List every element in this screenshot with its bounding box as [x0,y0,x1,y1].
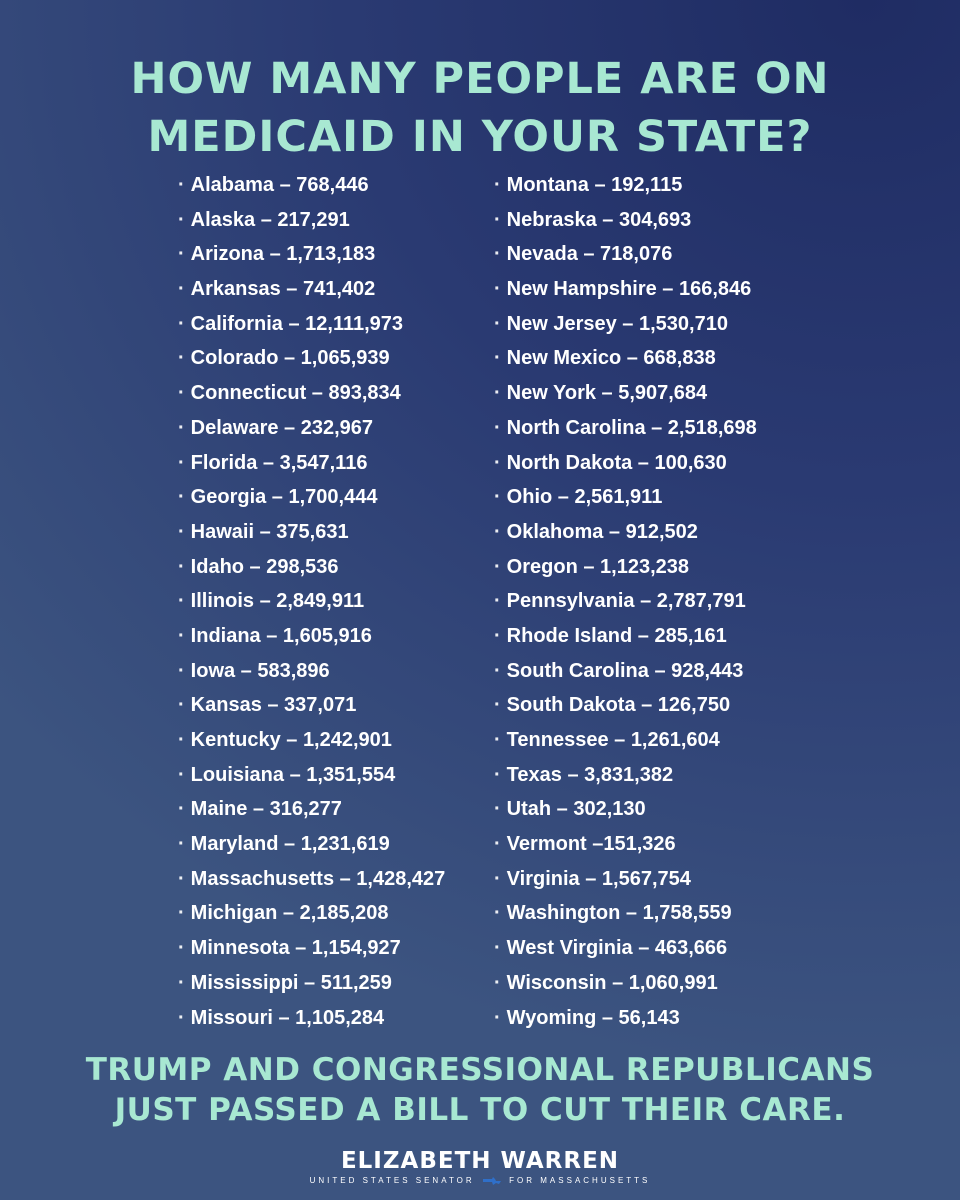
logo-subtitle-right: FOR MASSACHUSETTS [509,1176,651,1185]
state-list-item: · Virginia – 1,567,754 [494,862,794,897]
state-list-item: · Pennsylvania – 2,787,791 [494,584,794,619]
state-list-item: · Maryland – 1,231,619 [178,827,478,862]
headline-line-2: MEDICAID IN YOUR STATE? [147,112,813,162]
state-list-item: · Alabama – 768,446 [178,168,478,203]
state-list-left-column [178,168,478,1035]
headline-line-1: HOW MANY PEOPLE ARE ON [130,54,830,104]
signature-logo [0,1148,960,1186]
state-list-item: · Arkansas – 741,402 [178,272,478,307]
state-list-item: · Wisconsin – 1,060,991 [494,966,794,1001]
state-list-item: · Colorado – 1,065,939 [178,341,478,376]
state-list-item: · Minnesota – 1,154,927 [178,931,478,966]
state-list-item: · California – 12,111,973 [178,307,478,342]
state-list-item: · South Carolina – 928,443 [494,654,794,689]
state-list-item: · Oregon – 1,123,238 [494,550,794,585]
state-list-item: · Missouri – 1,105,284 [178,1001,478,1036]
state-list-item: · Nebraska – 304,693 [494,203,794,238]
call-to-action [0,1050,960,1130]
state-list-item: · Georgia – 1,700,444 [178,480,478,515]
state-list-item: · North Dakota – 100,630 [494,446,794,481]
state-list-item: · South Dakota – 126,750 [494,688,794,723]
state-list-item: · Rhode Island – 285,161 [494,619,794,654]
state-list-item: · Montana – 192,115 [494,168,794,203]
state-list-item: · New York – 5,907,684 [494,376,794,411]
logo-subtitle [0,1176,960,1186]
state-list-item: · Kansas – 337,071 [178,688,478,723]
state-list-item: · Iowa – 583,896 [178,654,478,689]
state-list-right-column [494,168,794,1035]
state-list-item: · Maine – 316,277 [178,792,478,827]
state-list-item: · Tennessee – 1,261,604 [494,723,794,758]
state-list-item: · Utah – 302,130 [494,792,794,827]
state-list-item: · Massachusetts – 1,428,427 [178,862,478,897]
state-list-item: · West Virginia – 463,666 [494,931,794,966]
state-list-item: · Idaho – 298,536 [178,550,478,585]
state-list-item: · Delaware – 232,967 [178,411,478,446]
state-list-item: · Texas – 3,831,382 [494,758,794,793]
state-list-item: · Vermont –151,326 [494,827,794,862]
state-list-item: · Connecticut – 893,834 [178,376,478,411]
state-list [178,168,818,1038]
state-list-item: · North Carolina – 2,518,698 [494,411,794,446]
call-to-action-line-1: TRUMP AND CONGRESSIONAL REPUBLICANS [85,1052,875,1088]
state-list-item: · Wyoming – 56,143 [494,1001,794,1036]
state-list-item: · Florida – 3,547,116 [178,446,478,481]
state-list-item: · Mississippi – 511,259 [178,966,478,1001]
state-list-item: · New Jersey – 1,530,710 [494,307,794,342]
state-list-item: · New Hampshire – 166,846 [494,272,794,307]
state-list-item: · Kentucky – 1,242,901 [178,723,478,758]
massachusetts-state-icon [483,1177,501,1185]
state-list-item: · Illinois – 2,849,911 [178,584,478,619]
state-list-item: · Louisiana – 1,351,554 [178,758,478,793]
state-list-item: · Ohio – 2,561,911 [494,480,794,515]
state-list-item: · Oklahoma – 912,502 [494,515,794,550]
logo-name: ELIZABETH WARREN [340,1148,620,1174]
logo-subtitle-left: UNITED STATES SENATOR [309,1176,475,1185]
state-list-item: · New Mexico – 668,838 [494,341,794,376]
headline [0,50,960,166]
call-to-action-line-2: JUST PASSED A BILL TO CUT THEIR CARE. [114,1092,846,1128]
state-list-item: · Hawaii – 375,631 [178,515,478,550]
state-list-item: · Washington – 1,758,559 [494,896,794,931]
state-list-item: · Arizona – 1,713,183 [178,237,478,272]
state-list-item: · Alaska – 217,291 [178,203,478,238]
state-list-item: · Nevada – 718,076 [494,237,794,272]
state-list-item: · Michigan – 2,185,208 [178,896,478,931]
state-list-item: · Indiana – 1,605,916 [178,619,478,654]
